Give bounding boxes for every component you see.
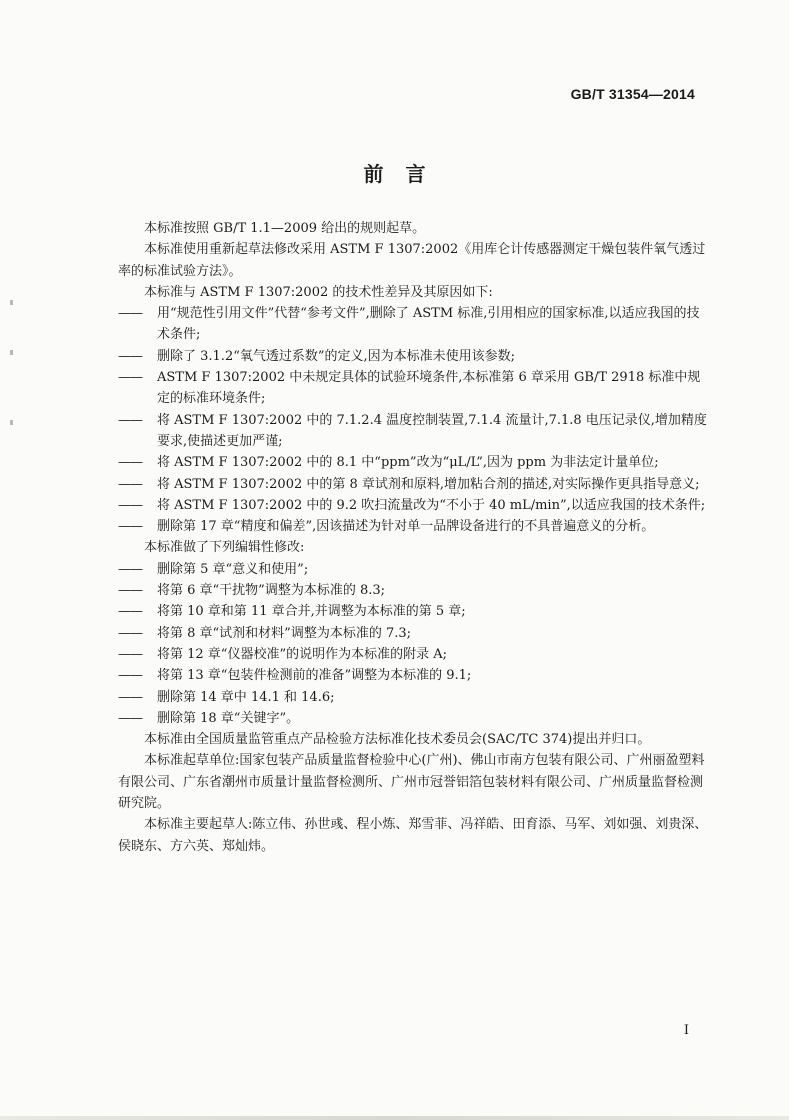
body-paragraph: 本标准由全国质量监管重点产品检验方法标准化技术委员会(SAC/TC 374)提出并归口。 xyxy=(144,732,651,748)
scan-bottom-edge xyxy=(0,1116,789,1120)
dash-list-item xyxy=(118,346,708,367)
dash-mark: —— xyxy=(118,561,142,577)
page-title: 前言 xyxy=(363,162,448,186)
foreword-content xyxy=(118,218,708,857)
dash-item-text: 删除第 17 章“精度和偏差”,因该描述为针对单一品牌设备进行的不具普遍意义的分析。 xyxy=(157,519,655,535)
dash-mark: —— xyxy=(118,476,142,492)
dash-item-text: 用“规范性引用文件”代替“参考文件”,删除了 ASTM 标准,引用相应的国家标准,以适应我国的技术条件; xyxy=(157,306,700,343)
body-paragraph: 本标准做了下列编辑性修改: xyxy=(144,540,305,556)
dash-item-text: 将 ASTM F 1307:2002 中的 7.1.2.4 温度控制装置,7.1.4 流量计,7.1.8 电压记录仪,增加精度要求,使描述更加严谨; xyxy=(157,412,707,449)
dash-item-text: 将第 6 章“干扰物”调整为本标准的 8.3; xyxy=(157,583,386,599)
dash-mark: —— xyxy=(118,689,142,705)
dash-list-item xyxy=(118,580,708,601)
dash-mark: —— xyxy=(118,412,142,428)
dash-mark: —— xyxy=(118,348,142,364)
dash-item-text: 将第 10 章和第 11 章合并,并调整为本标准的第 5 章; xyxy=(157,604,466,620)
dash-item-text: 将 ASTM F 1307:2002 中的第 8 章试剂和原料,增加粘合剂的描述,对实际操作更具指导意义; xyxy=(157,476,700,492)
dash-list-item xyxy=(118,623,708,644)
dash-mark: —— xyxy=(118,604,142,620)
dash-list-item xyxy=(118,367,708,410)
dash-mark: —— xyxy=(118,625,142,641)
body-paragraph: 本标准按照 GB/T 1.1—2009 给出的规则起草。 xyxy=(144,221,426,236)
dash-mark: —— xyxy=(118,668,142,684)
dash-list-item xyxy=(118,410,708,453)
dash-mark: —— xyxy=(118,370,142,386)
dash-item-text: 将 ASTM F 1307:2002 中的 8.1 中“ppm”改为“μL/L”,因为 ppm 为非法定计量单位; xyxy=(157,455,659,471)
dash-mark: —— xyxy=(118,646,142,662)
dash-list-item xyxy=(118,559,708,580)
scan-edge-mark xyxy=(10,300,13,305)
dash-list-item xyxy=(118,601,708,622)
standard-code: GB/T 31354—2014 xyxy=(570,86,695,102)
dash-mark: —— xyxy=(118,583,142,599)
dash-item-text: ASTM F 1307:2002 中未规定具体的试验环境条件,本标准第 6 章采用 GB/T 2918 标准中规定的标准环境条件; xyxy=(157,370,701,407)
page-number: I xyxy=(683,1023,689,1038)
dash-item-text: 删除了 3.1.2“氧气透过系数”的定义,因为本标准未使用该参数; xyxy=(157,348,516,364)
scan-edge-mark xyxy=(10,350,13,355)
dash-item-text: 将第 8 章“试剂和材料”调整为本标准的 7.3; xyxy=(157,625,412,641)
dash-list-item xyxy=(118,687,708,708)
dash-item-text: 将 ASTM F 1307:2002 中的 9.2 吹扫流量改为“不小于 40 mL/min”,以适应我国的技术条件; xyxy=(157,497,706,513)
dash-list-item xyxy=(118,665,708,686)
dash-item-text: 删除第 18 章“关键字”。 xyxy=(157,710,300,726)
dash-mark: —— xyxy=(118,497,142,513)
dash-item-text: 将第 12 章“仪器校准”的说明作为本标准的附录 A; xyxy=(157,646,447,662)
scan-edge-mark xyxy=(10,420,13,425)
dash-item-text: 删除第 14 章中 14.1 和 14.6; xyxy=(157,689,335,705)
dash-list-item xyxy=(118,516,708,537)
dash-list-item xyxy=(118,452,708,473)
dash-list-item xyxy=(118,644,708,665)
body-paragraph: 本标准与 ASTM F 1307:2002 的技术性差异及其原因如下: xyxy=(144,284,493,300)
body-paragraph: 本标准主要起草人:陈立伟、孙世彧、程小炼、郑雪菲、冯祥皓、田育添、马军、刘如强、刘贵深、侯晓东、方六英、郑灿炜。 xyxy=(118,817,708,854)
dash-item-text: 将第 13 章“包装件检测前的准备”调整为本标准的 9.1; xyxy=(157,668,472,684)
dash-mark: —— xyxy=(118,519,142,535)
body-paragraph: 本标准使用重新起草法修改采用 ASTM F 1307:2002《用库仑计传感器测定干燥包装件氧气透过率的标准试验方法》。 xyxy=(118,242,706,279)
dash-mark: —— xyxy=(118,306,142,322)
dash-list-item xyxy=(118,708,708,729)
dash-mark: —— xyxy=(118,455,142,471)
dash-item-text: 删除第 5 章“意义和使用”; xyxy=(157,561,309,577)
dash-list-item xyxy=(118,303,708,346)
dash-list-item xyxy=(118,495,708,516)
dash-mark: —— xyxy=(118,710,142,726)
dash-list-item xyxy=(118,474,708,495)
body-paragraph: 本标准起草单位:国家包装产品质量监督检验中心(广州)、佛山市南方包装有限公司、广州丽盈塑料有限公司、广东省潮州市质量计量监督检测所、广州市冠誉铝箔包装材料有限公司、广州质量监督检测研究院。 xyxy=(118,753,705,812)
